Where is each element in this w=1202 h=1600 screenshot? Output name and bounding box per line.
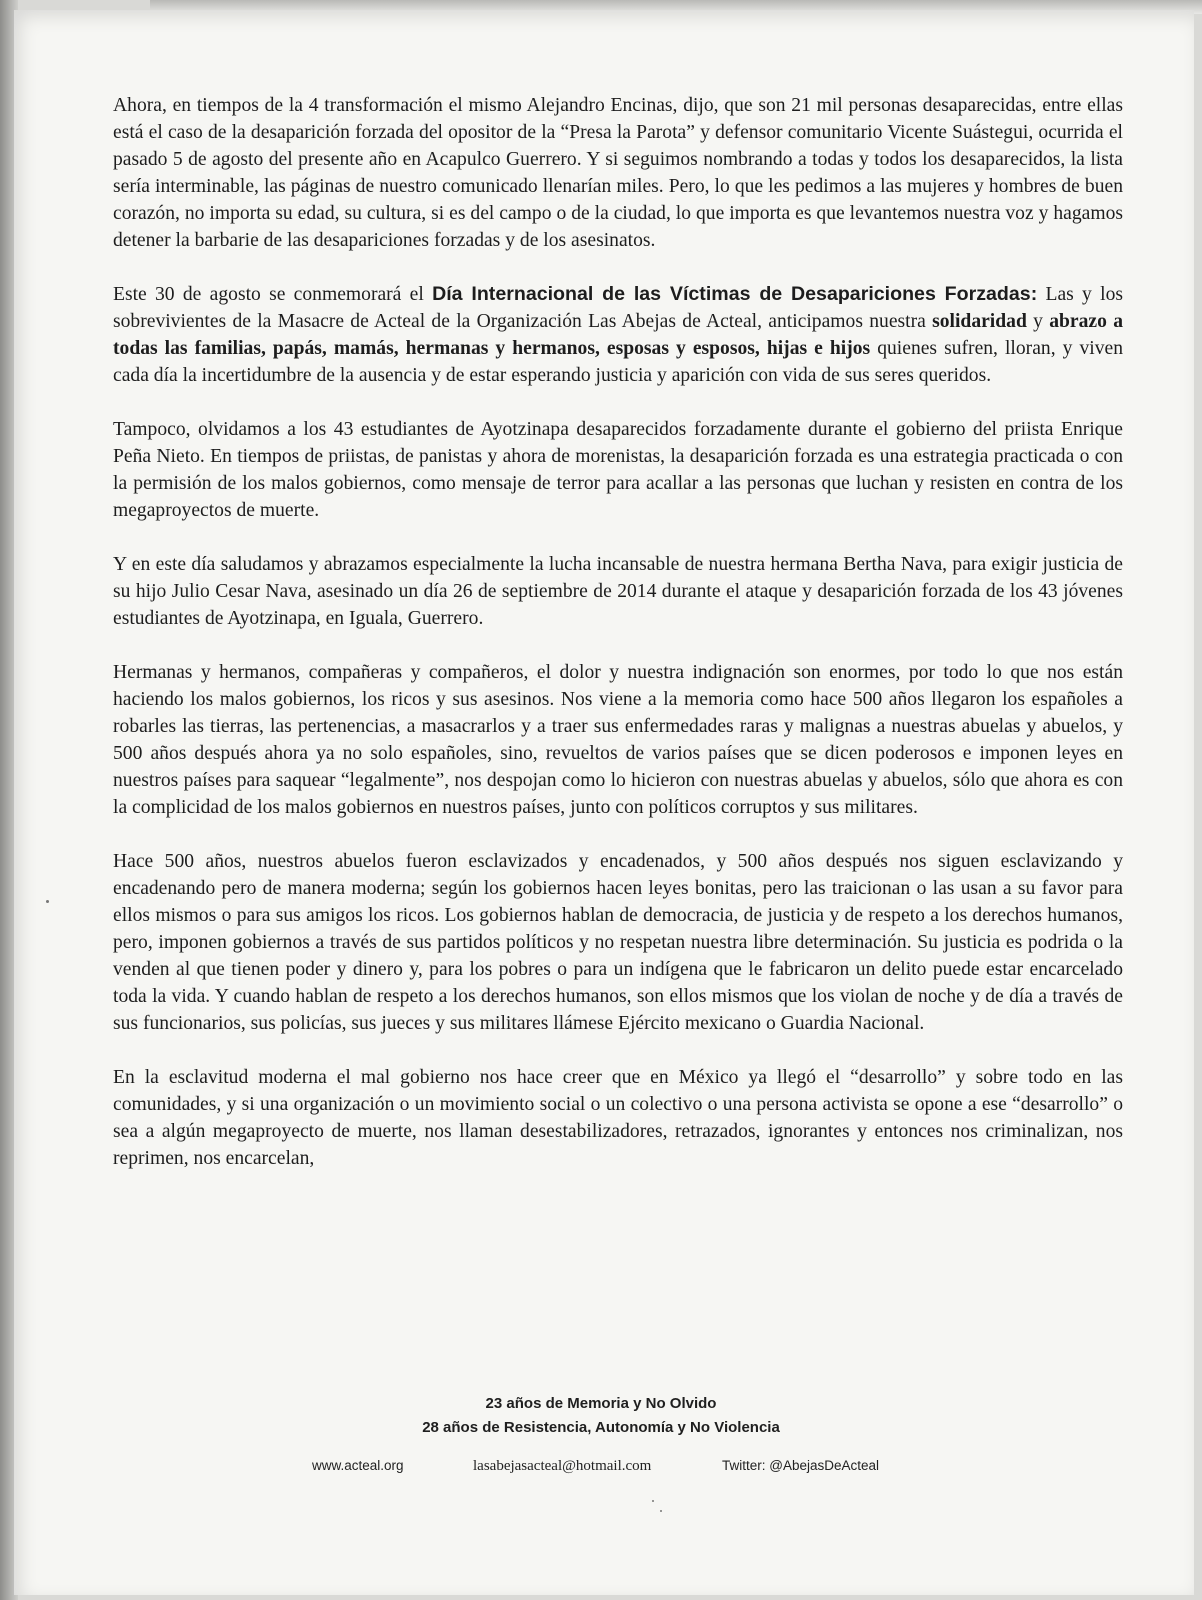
bold-run: solidaridad xyxy=(932,311,1027,332)
footer-motto-resistance: 28 años de Resistencia, Autonomía y No Violencia xyxy=(422,1419,780,1436)
twitter-handle[interactable]: Twitter: @AbejasDeActeal xyxy=(722,1458,880,1473)
text-run: Hace 500 años, nuestros abuelos fueron esclavizados y encadenados, y 500 años después nos siguen esclavizando y encadenando pero de manera moderna; según los gobiernos hacen leyes bonitas, pero las traicionan o las usan a su favor para ellos mismos o para sus amigos los ricos. Los gobiernos hablan de democracia, de justicia y de respeto a los derechos humanos, pero, imponen gobiernos a través de sus partidos políticos y no respetan nuestra libre determinación. Su justicia es podrida o la venden al que tienen poder y dinero y, para los pobres o para un indígena que le fabricaron un delito puede estar encarcelado toda la vida. Y cuando hablan de respeto a los derechos humanos, son ellos mismos que los violan de noche y de día a través de sus funcionarios, sus policías, sus jueces y sus militares llámese Ejército mexicano o Guardia Nacional. xyxy=(113,851,1123,1034)
paragraph-1 xyxy=(113,92,1123,254)
scan-speck xyxy=(660,1510,662,1512)
text-run: Hermanas y hermanos, compañeras y compañeros, el dolor y nuestra indignación son enormes, por todo lo que nos están haciendo los malos gobiernos, los ricos y sus asesinos. Nos viene a la memoria como hace 500 años llegaron los españoles a robarles las tierras, las pertenencias, a masacrarlos y a traer sus enfermedades raras y malignas a nuestras abuelas y abuelos, y 500 años después ahora ya no solo españoles, sino, revueltos de varios países que se dicen poderosos e imponen leyes en nuestros países para saquear “legalmente”, nos despojan como lo hicieron con nuestras abuelas y abuelos, sólo que ahora es con la complicidad de los malos gobiernos en nuestros países, junto con políticos corruptos y sus militares. xyxy=(113,662,1123,818)
footer-motto-memory: 23 años de Memoria y No Olvido xyxy=(485,1395,717,1412)
scan-speck xyxy=(652,1500,654,1502)
bold-run: abrazo a todas las familias, papás, mamás, hermanas y hermanos, esposas y esposos, hijas e hijos xyxy=(113,311,1123,359)
paragraph-2 xyxy=(113,281,1123,389)
paragraph-6 xyxy=(113,848,1123,1037)
document-body xyxy=(113,92,1123,1199)
text-run: Tampoco, olvidamos a los 43 estudiantes de Ayotzinapa desaparecidos forzadamente durante el gobierno del priista Enrique Peña Nieto. En tiempos de priistas, de panistas y ahora de morenistas, la desaparición forzada es una estrategia practicada o con la permisión de los malos gobiernos, como mensaje de terror para acallar a las personas que luchan y resisten en contra de los megaproyectos de muerte. xyxy=(113,419,1123,521)
footer-mottos xyxy=(0,1392,1202,1440)
text-run: Las y los sobrevivientes de la Masacre de Acteal de la Organización Las Abejas de Acteal, anticipamos nuestra xyxy=(113,284,1123,332)
text-run: Ahora, en tiempos de la 4 transformación el mismo Alejandro Encinas, dijo, que son 21 mil personas desaparecidas, entre ellas está el caso de la desaparición forzada del opositor de la “Presa la Parota” y defensor comunitario Vicente Suástegui, ocurrida el pasado 5 de agosto del presente año en Acapulco Guerrero. Y si seguimos nombrando a todas y todos los desaparecidos, la lista sería interminable, las páginas de nuestro comunicado llenarían miles. Pero, lo que les pedimos a las mujeres y hombres de buen corazón, no importa su edad, su cultura, si es del campo o de la ciudad, lo que importa es que levantemos nuestra voz y hagamos detener la barbarie de las desapariciones forzadas y de los asesinatos. xyxy=(113,95,1123,251)
paragraph-4 xyxy=(113,551,1123,632)
text-run: En la esclavitud moderna el mal gobierno nos hace creer que en México ya llegó el “desarrollo” y sobre todo en las comunidades, y si una organización o un movimiento social o un colectivo o una persona activista se opone a ese “desarrollo” o sea a algún megaproyecto de muerte, nos llaman desestabilizadores, retrazados, ignorantes y entonces nos criminalizan, nos reprimen, nos encarcelan, xyxy=(113,1067,1123,1169)
paragraph-3 xyxy=(113,416,1123,524)
text-run: quienes sufren, lloran, y viven cada día la incertidumbre de la ausencia y de estar esperando justicia y aparición con vida de sus seres queridos. xyxy=(113,338,1123,386)
headline-run: Día Internacional de las Víctimas de Desapariciones Forzadas: xyxy=(432,283,1038,305)
text-run: Y en este día saludamos y abrazamos especialmente la lucha incansable de nuestra hermana Bertha Nava, para exigir justicia de su hijo Julio Cesar Nava, asesinado un día 26 de septiembre de 2014 durante el ataque y desaparición forzada de los 43 jóvenes estudiantes de Ayotzinapa, en Iguala, Guerrero. xyxy=(113,554,1123,629)
paragraph-7 xyxy=(113,1064,1123,1172)
email-link[interactable]: lasabejasacteal@hotmail.com xyxy=(473,1458,652,1474)
website-link[interactable]: www.acteal.org xyxy=(312,1458,404,1473)
text-run: y xyxy=(1026,311,1050,332)
text-run: Este 30 de agosto se conmemorará el xyxy=(113,284,433,305)
scan-speck xyxy=(46,900,49,903)
paragraph-5 xyxy=(113,659,1123,821)
